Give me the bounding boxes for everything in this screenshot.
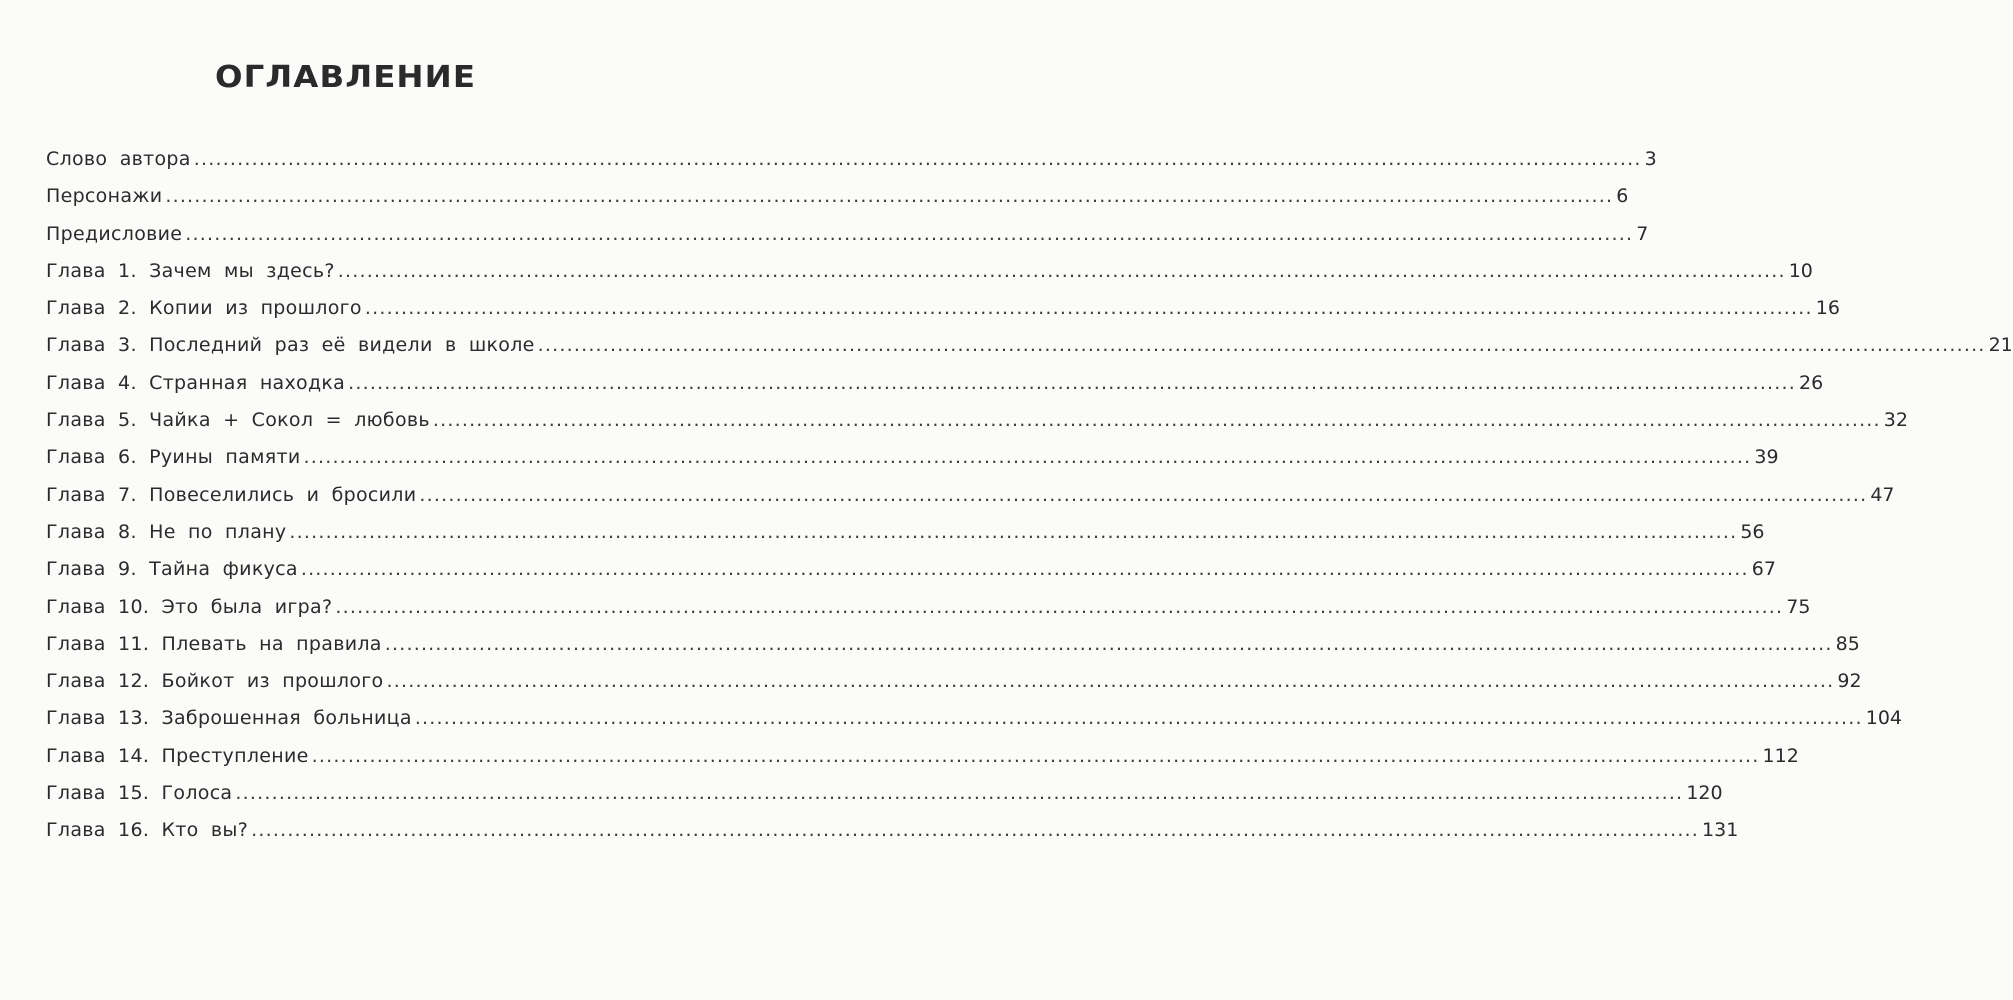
leader-dots: ........................................................................................................................................................................................................ bbox=[348, 371, 1797, 394]
toc-entry bbox=[46, 402, 1908, 439]
toc-entry-page: 7 bbox=[1636, 222, 1649, 245]
toc-entry bbox=[46, 663, 1862, 700]
leader-dots: ........................................................................................................................................................................................................ bbox=[432, 409, 1881, 432]
toc-entry-label: Глава 2. Копии из прошлого bbox=[46, 297, 362, 320]
toc-entry-page: 85 bbox=[1835, 632, 1860, 655]
toc-entry bbox=[46, 477, 1895, 514]
toc-entry-page: 32 bbox=[1883, 409, 1908, 432]
leader-dots: ........................................................................................................................................................................................................ bbox=[300, 558, 1749, 581]
leader-dots: ........................................................................................................................................................................................................ bbox=[185, 222, 1634, 245]
toc-entry-label: Слово автора bbox=[46, 148, 191, 170]
toc-entry-label: Глава 7. Повеселились и бросили bbox=[46, 483, 417, 506]
leader-dots: ........................................................................................................................................................................................................ bbox=[414, 707, 1863, 730]
toc-entry bbox=[46, 551, 1776, 588]
toc-entry-label: Глава 5. Чайка + Сокол = любовь bbox=[46, 409, 430, 432]
toc-entry bbox=[46, 812, 1739, 849]
toc-entry bbox=[46, 327, 2013, 364]
toc-entry-label: Глава 13. Заброшенная больница bbox=[46, 707, 412, 730]
leader-dots: ........................................................................................................................................................................................................ bbox=[364, 297, 1813, 320]
toc-entry-page: 6 bbox=[1616, 185, 1629, 208]
leader-dots: ........................................................................................................................................................................................................ bbox=[384, 632, 1833, 655]
toc-entry-page: 3 bbox=[1644, 148, 1657, 170]
toc-entry-label: Глава 15. Голоса bbox=[46, 782, 233, 805]
toc-entry-label: Глава 9. Тайна фикуса bbox=[46, 558, 298, 581]
leader-dots: ........................................................................................................................................................................................................ bbox=[337, 259, 1786, 282]
toc-entry-label: Глава 3. Последний раз её видели в школе bbox=[46, 334, 535, 357]
toc-entry bbox=[46, 216, 1649, 253]
leader-dots: ........................................................................................................................................................................................................ bbox=[419, 483, 1868, 506]
leader-dots: ........................................................................................................................................................................................................ bbox=[193, 148, 1642, 170]
leader-dots: ........................................................................................................................................................................................................ bbox=[289, 520, 1738, 543]
toc-entry bbox=[46, 365, 1824, 402]
table-of-contents bbox=[46, 141, 2013, 850]
toc-entry-label: Глава 8. Не по плану bbox=[46, 520, 287, 543]
toc-entry bbox=[46, 738, 1799, 775]
leader-dots: ........................................................................................................................................................................................................ bbox=[335, 595, 1784, 618]
toc-entry-label: Глава 16. Кто вы? bbox=[46, 819, 249, 842]
toc-entry bbox=[46, 178, 1629, 215]
leader-dots: ........................................................................................................................................................................................................ bbox=[165, 185, 1614, 208]
toc-entry-label: Глава 10. Это была игра? bbox=[46, 595, 333, 618]
toc-entry-page: 104 bbox=[1865, 707, 1902, 730]
page-title: ОГЛАВЛЕНИЕ bbox=[214, 60, 477, 95]
toc-entry-label: Глава 11. Плевать на правила bbox=[46, 632, 382, 655]
leader-dots: ........................................................................................................................................................................................................ bbox=[303, 446, 1752, 469]
toc-entry-page: 67 bbox=[1751, 558, 1776, 581]
toc-entry-label: Глава 12. Бойкот из прошлого bbox=[46, 670, 384, 693]
toc-entry bbox=[46, 775, 1723, 812]
toc-entry-label: Глава 4. Странная находка bbox=[46, 371, 346, 394]
toc-entry bbox=[46, 439, 1779, 476]
toc-entry-label: Предисловие bbox=[46, 222, 183, 245]
toc-entry bbox=[46, 253, 1813, 290]
leader-dots: ........................................................................................................................................................................................................ bbox=[251, 819, 1700, 842]
toc-entry-page: 131 bbox=[1702, 819, 1739, 842]
toc-entry-page: 56 bbox=[1740, 520, 1765, 543]
toc-entry bbox=[46, 626, 1860, 663]
toc-entry bbox=[46, 514, 1765, 551]
toc-entry bbox=[46, 700, 1902, 737]
toc-entry-label: Глава 6. Руины памяти bbox=[46, 446, 301, 469]
toc-entry-page: 112 bbox=[1762, 744, 1799, 767]
toc-entry bbox=[46, 290, 1840, 327]
toc-entry-page: 92 bbox=[1837, 670, 1862, 693]
leader-dots: ........................................................................................................................................................................................................ bbox=[537, 334, 1986, 357]
toc-entry-label: Персонажи bbox=[46, 185, 163, 208]
toc-entry-page: 16 bbox=[1815, 297, 1840, 320]
leader-dots: ........................................................................................................................................................................................................ bbox=[386, 670, 1835, 693]
toc-entry-label: Глава 14. Преступление bbox=[46, 744, 309, 767]
toc-entry bbox=[46, 141, 1657, 178]
toc-entry-label: Глава 1. Зачем мы здесь? bbox=[46, 259, 335, 282]
toc-entry-page: 21 bbox=[1988, 334, 2013, 357]
toc-entry-page: 10 bbox=[1788, 259, 1813, 282]
toc-entry-page: 26 bbox=[1799, 371, 1824, 394]
leader-dots: ........................................................................................................................................................................................................ bbox=[311, 744, 1760, 767]
toc-entry bbox=[46, 589, 1811, 626]
toc-entry-page: 39 bbox=[1754, 446, 1779, 469]
toc-entry-page: 120 bbox=[1686, 782, 1723, 805]
toc-entry-page: 75 bbox=[1786, 595, 1811, 618]
leader-dots: ........................................................................................................................................................................................................ bbox=[235, 782, 1684, 805]
toc-entry-page: 47 bbox=[1870, 483, 1895, 506]
